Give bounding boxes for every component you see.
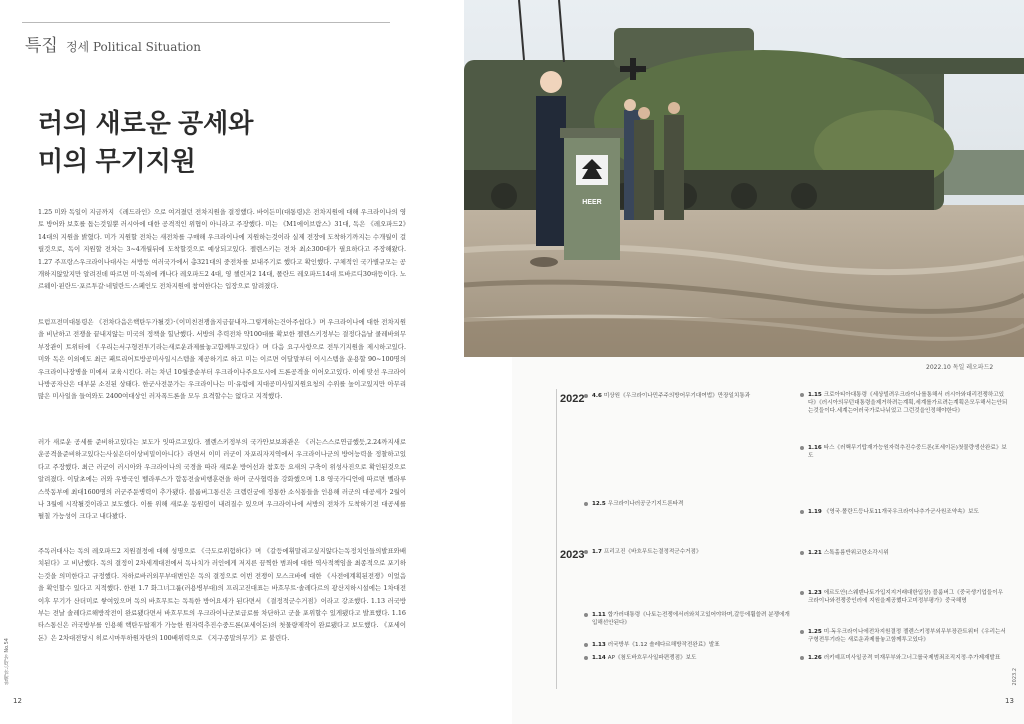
event-date: 1.7 [592,549,604,555]
event-date: 1.14 [592,655,608,661]
section-main: 특집 [25,36,58,56]
right-timeline-event-dot [800,551,804,555]
event-text: 합가러대통령《나토는전쟁에서러와치고있어야하며,갈등에휩쓸려 분쟁에개입해선안된다》 [592,612,790,627]
timeline-axis [556,389,557,689]
title-line-1: 러의 새로운 공세와 [38,108,254,138]
event-date: 1.21 [808,550,824,556]
section-header [25,31,201,56]
event-text: 러국방부《1.12 솔레다르해방작전완료》발표 [607,642,720,648]
event-text: 러키예프미사일공격 미재무부와그너그룹국제범죄조직지정·추가제재발표 [823,655,1001,661]
left-timeline-event [592,611,792,627]
event-date: 1.26 [808,655,824,661]
event-date: 1.25 [808,629,824,635]
left-timeline-event [592,641,792,649]
page-number-right: 13 [1005,697,1014,705]
eagle-emblem-icon [576,155,608,185]
right-timeline-event-dot [800,656,804,660]
section-sub: 정세 Political Situation [65,40,202,54]
event-date: 1.23 [808,590,824,596]
right-timeline-event [808,589,1008,605]
event-text: 스톡홀름반위코란소각시위 [823,550,889,556]
photo-caption: 2022.10 독일 레오파드2 [926,364,994,371]
event-text: 《영국·폴란드등나토11개국우크라이나추가군사원조약속》보도 [823,509,979,515]
left-timeline-event [592,392,792,400]
right-timeline-event [808,391,1008,416]
right-timeline-event [808,628,1008,644]
left-timeline-event-dot [584,613,588,617]
right-timeline-event-dot [800,591,804,595]
top-rule [22,22,390,23]
body-paragraph-1: 1.25 미와 독일이 지금까지 《레드라인》으로 여겨졌던 전차지원을 결정했다. 바이든미(대통령)은 전차지원에 대해 우크라이나의 영토 방어와 보호를 돕는것일뿐 러시아에 대한 공격적인 위협이 아니라고 주장했다. 미는 《M1에이브람스》31대, 독은 《레오파드2》14대의 지원을 밝혔다. 미가 지원할 전차는 새전차를 구매해 우크라이나에 지원하는것이라 실제 전장에 도착하기까지는 수개월이 걸릴것으로, 독이 지원할 전차는 3~4개월뒤에 도착할것으로 예상되고있다. 젤렌스키는 전차 최소300대가 필요하다고 주장해왔다. 1.27 주프랑스우크라이나대사는 서방등 여러국가에서 총321대의 중전차를 보내주기로 했다고 확인했다. 구체적인 국가별규모는 공개하지않았지만 알려진데 따르면 미·독외에 캐나다 레오파드2 4대, 영 챌린저2 14대, 폴란드 레오파드14대 트바르디30대등이다. 노르웨이·핀란드·포르투갈·네덜란드·스페인도 전차지원에 참여한다는 입장으로 알려졌다. [38,208,406,291]
left-timeline-event-dot [584,550,588,554]
issue-side-label: 2023.2 [1012,668,1018,686]
right-timeline-event [808,444,1008,460]
right-timeline-event-dot [800,393,804,397]
event-date: 1.16 [808,445,824,451]
left-timeline-event [592,548,792,556]
magazine-side-label: 함께하는세상 No.54 [4,638,10,685]
left-timeline-event-dot [584,643,588,647]
body-paragraph-4: 주독러대사는 독의 레오파드2 지원결정에 대해 성명으로 《극도로위험하다》며 《갈등에휘말리고싶지않다는독정치인들의발표와배치된다》고 비난했다. 독의 결정이 2차세계대전에서 독나치가 러인에게 저지른 끔찍한 범죄에 대한 역사적책임을 최종적으로 포기하는것을 의미한다고 규정했다. 자하로바러외무부대변인은 독의 결정으로 이번 전쟁이 모스크바에 대한 《사전에계획된전쟁》이었음을 확인할수 있다고 지적했다. 한편 1.7 화그너그룹(러용병부대)의 프리고진대표는 바흐무트·솔레다르의 광산지하시설에는 1차대전이후 무기가 산더미로 쌓여있으며 독의 바흐무트는 독특한 방어요새가 된다면서 《결정적군수거점》이라고 강조했다. 1.13 러국방부는 전날 솔레다르해방작전이 완료됐다면서 바흐무트의 우크라이나군보급로를 차단하고 군을 포위할수 있게됐다고 발표했다. 1.16 타스통신은 러국방부를 인용해 핵탄두탑재가 가능한 원자력추진수중드론(포세이돈)의 첫물량제작이 완료됐다고 보도했다. 《포세이돈》은 2차대전당시 히로시마투하원자탄의 100배위력으로 《지구종말의무기》로 불린다. [38,547,406,642]
left-timeline-event-dot [584,394,588,398]
right-timeline-event-dot [800,630,804,634]
title-line-2: 미의 무기지원 [38,146,196,176]
event-text: 에르도안(스웨덴나토가입지지거래대한입장) 블룸버그《중국생기업들이우크라이나와전쟁중인러에 지원을제공했다고미정부평가》중국해명 [808,590,1003,605]
page-number-left: 12 [13,697,22,705]
right-timeline-event-dot [800,446,804,450]
tank-podium-photo [464,0,1024,357]
event-date: 1.11 [592,612,608,618]
left-timeline-event-dot [584,502,588,506]
podium-label: HEER [582,199,602,206]
event-date: 12.5 [592,501,608,507]
event-text: 프리고진《바흐무트는결정적군수거점》 [603,549,702,555]
event-text: AP《첨도바흐무사일파편쟁점》보도 [607,655,697,661]
year-2023: 2023 [560,549,585,561]
left-timeline-event [592,500,792,508]
right-timeline-event-dot [800,510,804,514]
event-date: 1.13 [592,642,608,648]
body-paragraph-3: 러가 새로운 공세를 준비하고있다는 보도가 잇따르고있다. 젤렌스키정부의 국가안보보좌관은 《러는스스로연급했듯,2.24까지새로운공격을준비하고있다는사실은더이상비밀이아니다》라면서 이미 러군이 자포리자지역에서 우크라이나군의 방어능력을 정찰하고있다고 주장했다. 최근 러군이 러시아와 우크라이나의 국경을 따라 새로운 방어선과 참호등 요새의 구축이 위성사진으로 확인된것으로 알려졌다. 이달초에는 러와 우방국인 벨라루스가 합동전술비행훈련을 하며 군사협력을 강화했으며 1.8 영국가디언에 따르면 벨라루스북동부에 최대1600명의 러군주둔병력이 추가됐다. 블룸버그통신은 크렘린궁에 정통한 소식통들을 인용해 러군의 대공세가 2월이나 3월에 시작될것이라고 보도했다. 이를 위해 새로운 동원령이 내려질수 있으며 우크라이나에 서방의 전차가 도착하기전 대공세를 펼칠 가능성이 크다고 내다봤다. [38,438,406,521]
event-text: 타스《러핵무기탑재가능원자력추진수중드론(포세이돈)첫물량생산완료》보도 [808,445,1007,460]
event-date: 1.15 [808,392,824,398]
event-text: 크로아티아대통령《세상빌려우크라이나를통해서 러시아와대리전쟁하고있다》《러시아의무턴대통령을제거하려는계획,세계를가르려는계획은모두해서는안되는것들이다.세계는어러국가로나뉘었고 그런것을인정해야한다》 [808,392,1008,415]
right-timeline-event [808,549,1008,557]
event-text: 미상원《우크라이나민주주의방어무기대여법》만장일치통과 [603,393,751,399]
body-paragraph-2: 트럼프전미대통령은 《전차다음은핵탄두가될것》·《이미친전쟁을지금끝내자.그렇게하는건아주쉽다.》며 우크라이나에 대한 전차지원을 비난하고 전쟁을 끝내지않는 미국의 정책을 힐난했다. 서방의 추력전차 약100대를 확보한 젤렌스키정부는 결정다음날 쿨레바외무부장관이 트위터에 《우리는서구형전투기라는새로운과제를놓고함께투고있다》며 다음 요구사항으로 전투기지원을 제시하고있다. 미와 독은 이외에도 최근 패트리어트방공미사일시스템을 제공하기로 하고 미는 이르면 이달말부터 이시스템을 운용할 90~100명의 우크라이나장병을 미에서 교육시킨다. 러는 차년 10월중순부터 우크라이나주요도시에 드론공격을 이어오고있다. 이에 맞선 우크라이나방공자산은 대부분 소진된 상태다. 한군사전문가는 우크라이나는 미·유럽에 지대공미사일지원요청의 수위를 높이고있지만 아무리 많은 미사일을 들여와도 2400여대상인 러자폭드론을 모두 요격할수는 없다고 지적했다. [38,318,406,401]
event-date: 4.6 [592,393,604,399]
left-timeline-event [592,654,792,662]
event-date: 1.19 [808,509,824,515]
event-text: 미·독우크라이나에전차지원결정 젤렌스키정부외무부장관트위터《우리는서구형전투기라는 새로운과제를놓고함께투고있다》 [808,629,1006,644]
event-text: 우크라이나러공군기지드론타격 [607,501,684,507]
article-title [38,104,253,180]
right-timeline-event [808,654,1008,662]
year-2022: 2022 [560,393,585,405]
right-timeline-event [808,508,1008,516]
left-timeline-event-dot [584,656,588,660]
